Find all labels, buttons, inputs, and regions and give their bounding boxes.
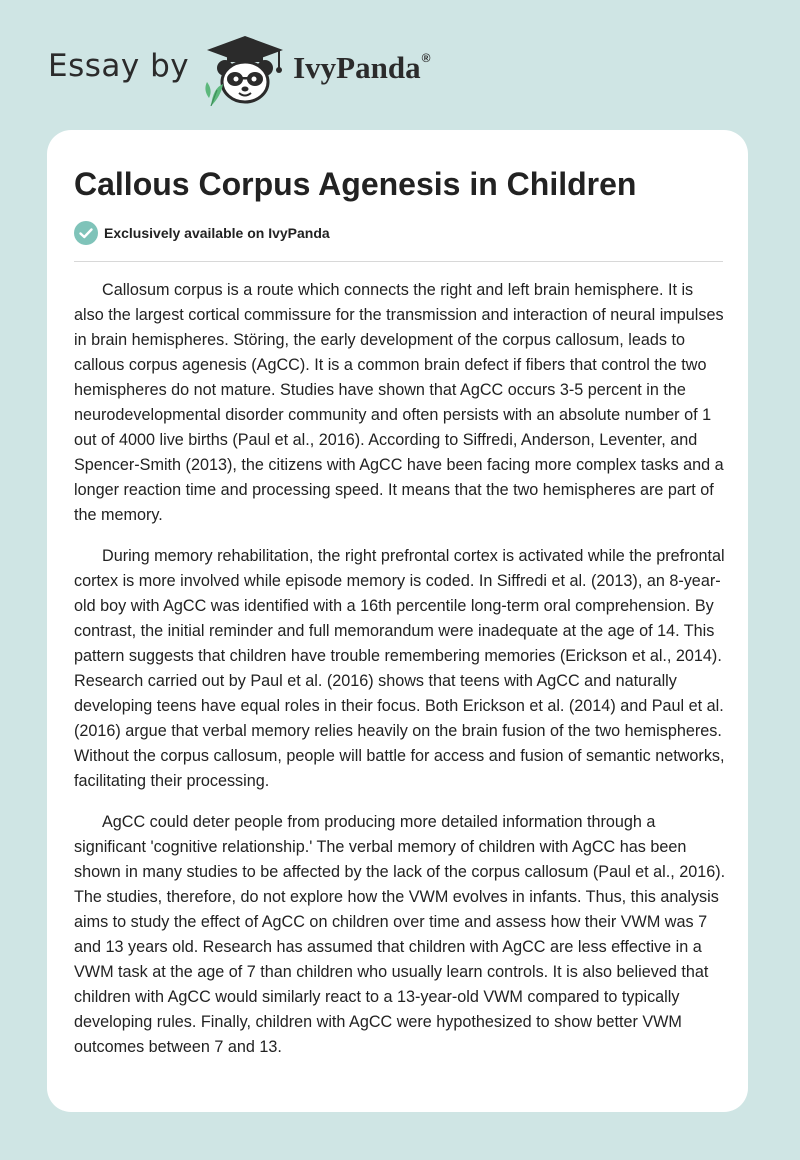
paragraph: AgCC could deter people from producing more detailed information through a significant 'cognitive relationship.' The verbal memory of children with AgCC has been shown in many studies to be affected by the lack of the corpus callosum (Paul et al., 2016). The studies, therefore, do not explore how the VWM evolves in infants. Thus, this analysis aims to study the effect of AgCC on children over time and assess how their VWM was 7 and 13 years old. Research has assumed that children with AgCC are less effective in a VWM task at the age of 7 than children who usually learn controls. It is also believed that children with AgCC would similarly react to a 13-year-old VWM compared to typically developing rules. Finally, children with AgCC were hypothesized to show better VWM outcomes between 7 and 13.: [74, 813, 726, 1056]
brand-header[interactable]: [48, 34, 430, 106]
page-title: Callous Corpus Agenesis in Children: [74, 166, 637, 202]
essay-card: [47, 130, 748, 1112]
brand-name: IvyPanda: [293, 50, 421, 85]
exclusive-badge-label: Exclusively available on IvyPanda: [104, 225, 330, 241]
panda-graduate-icon: [199, 34, 291, 106]
brand-prefix: Essay by: [48, 48, 190, 84]
registered-mark: ®: [421, 51, 431, 65]
exclusive-badge: [74, 221, 330, 245]
paragraph: During memory rehabilitation, the right prefrontal cortex is activated while the prefrontal cortex is more involved while episode memory is coded. In Siffredi et al. (2013), an 8-year-old boy with AgCC was identified with a 16th percentile long-term oral comprehension. By contrast, the initial reminder and full memorandum were inadequate at the age of 14. This pattern suggests that children have trouble remembering memories (Erickson et al., 2014). Research carried out by Paul et al. (2016) shows that teens with AgCC and naturally developing teens have equal roles in their focus. Both Erickson et al. (2014) and Paul et al. (2016) argue that verbal memory relies heavily on the brain fusion of the two hemispheres. Without the corpus callosum, people will battle for access and fusion of semantic networks, facilitating their processing.: [74, 547, 725, 790]
check-circle-icon: [74, 221, 98, 245]
paragraph: Callosum corpus is a route which connects the right and left brain hemisphere. It is also the largest cortical commissure for the transmission and interaction of neural impulses in brain hemispheres. Störing, the early development of the corpus callosum, leads to callous corpus agenesis (AgCC). It is a common brain defect if fibers that control the two hemispheres do not mature. Studies have shown that AgCC occurs 3-5 percent in the neurodevelopmental disorder community and often persists with an absolute number of 1 out of 4000 live births (Paul et al., 2016). According to Siffredi, Anderson, Leventer, and Spencer-Smith (2013), the citizens with AgCC have been facing more complex tasks and a longer reaction time and processing speed. It means that the two hemispheres are part of the memory.: [74, 281, 724, 524]
essay-body: [74, 278, 726, 1076]
divider: [74, 261, 723, 262]
